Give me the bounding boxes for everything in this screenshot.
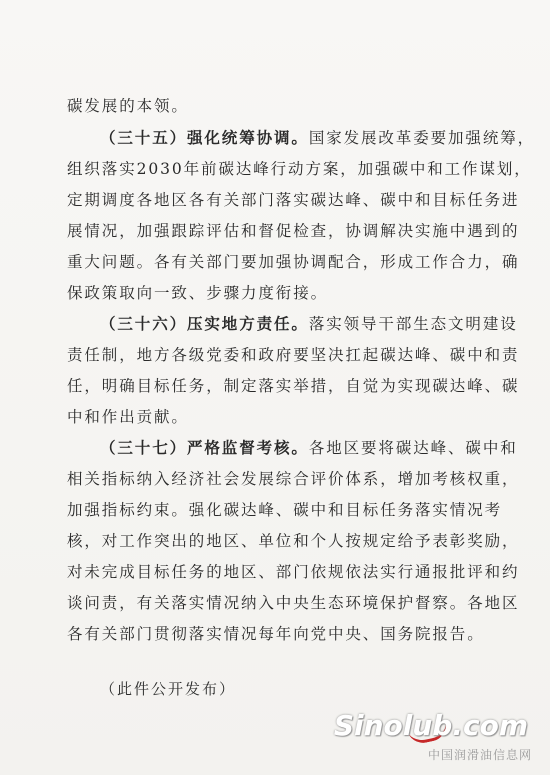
site-watermark: [333, 705, 538, 765]
text-line: [67, 500, 502, 520]
text-line: [67, 96, 189, 116]
text-line: [67, 407, 189, 427]
section-37-heading: （三十七）严格监督考核。: [100, 438, 309, 457]
line-text: 谈问责，有关落实情况纳入中央生态环境保护督察。各地区: [67, 594, 520, 612]
line-text: 保政策取向一致、步骤力度衔接。: [67, 284, 329, 302]
text-line: [67, 345, 519, 365]
section-36-heading: （三十六）压实地方责任。: [100, 314, 309, 333]
line-text: 加强指标约束。强化碳达峰、碳中和目标任务落实情况考: [67, 501, 503, 519]
line-text: 重大问题。各有关部门要加强协调配合，形成工作合力，确: [67, 253, 520, 271]
section-36-line: [100, 314, 518, 334]
section-37-line: [100, 438, 518, 458]
line-text: 展情况，加强跟踪评估和督促检查，协调解决实施中遇到的: [67, 222, 520, 240]
section-35-heading: （三十五）强化统筹协调。: [100, 128, 309, 147]
text-line: [67, 624, 485, 644]
line-text: 各地区要将碳达峰、碳中和: [308, 439, 518, 457]
watermark-site-name: 中国润滑油信息网: [427, 748, 532, 762]
text-line: [67, 283, 328, 303]
text-line: [67, 159, 532, 179]
line-text: 相关指标纳入经济社会发展综合评价体系，增加考核权重，: [67, 470, 520, 488]
line-text: 任，明确目标任务，制定落实举措，自觉为实现碳达峰、碳: [67, 377, 520, 395]
section-35-line: [100, 128, 535, 148]
line-text: 国家发展改革委要加强统筹，: [308, 129, 536, 147]
text-line: [67, 562, 519, 582]
line-text: 责任制，地方各级党委和政府要坚决扛起碳达峰、碳中和责: [67, 346, 520, 364]
text-line: [67, 190, 519, 210]
text-line: [67, 531, 519, 551]
line-text: 中和作出贡献。: [67, 408, 189, 426]
line-text: 落实领导干部生态文明建设: [308, 315, 518, 333]
line-text: 对未完成目标任务的地区、部门依规依法实行通报批评和约: [67, 563, 520, 581]
line-text: 各有关部门贯彻落实情况每年向党中央、国务院报告。: [67, 625, 485, 643]
line-text: 组织落实2030年前碳达峰行动方案，加强碳中和工作谋划，: [67, 160, 532, 178]
text-line: [67, 376, 519, 396]
text-line: [67, 469, 519, 489]
watermark-logo: Sinolub.com: [333, 709, 528, 742]
line-text: 碳发展的本领。: [67, 97, 189, 115]
line-text: 定期调度各地区各有关部门落实碳达峰、碳中和目标任务进: [67, 191, 520, 209]
text-line: [67, 252, 519, 272]
publication-note: （此件公开发布）: [100, 680, 237, 698]
text-line: [67, 221, 519, 241]
text-line: [67, 593, 519, 613]
line-text: 核，对工作突出的地区、单位和个人按规定给予表彰奖励，: [67, 532, 520, 550]
